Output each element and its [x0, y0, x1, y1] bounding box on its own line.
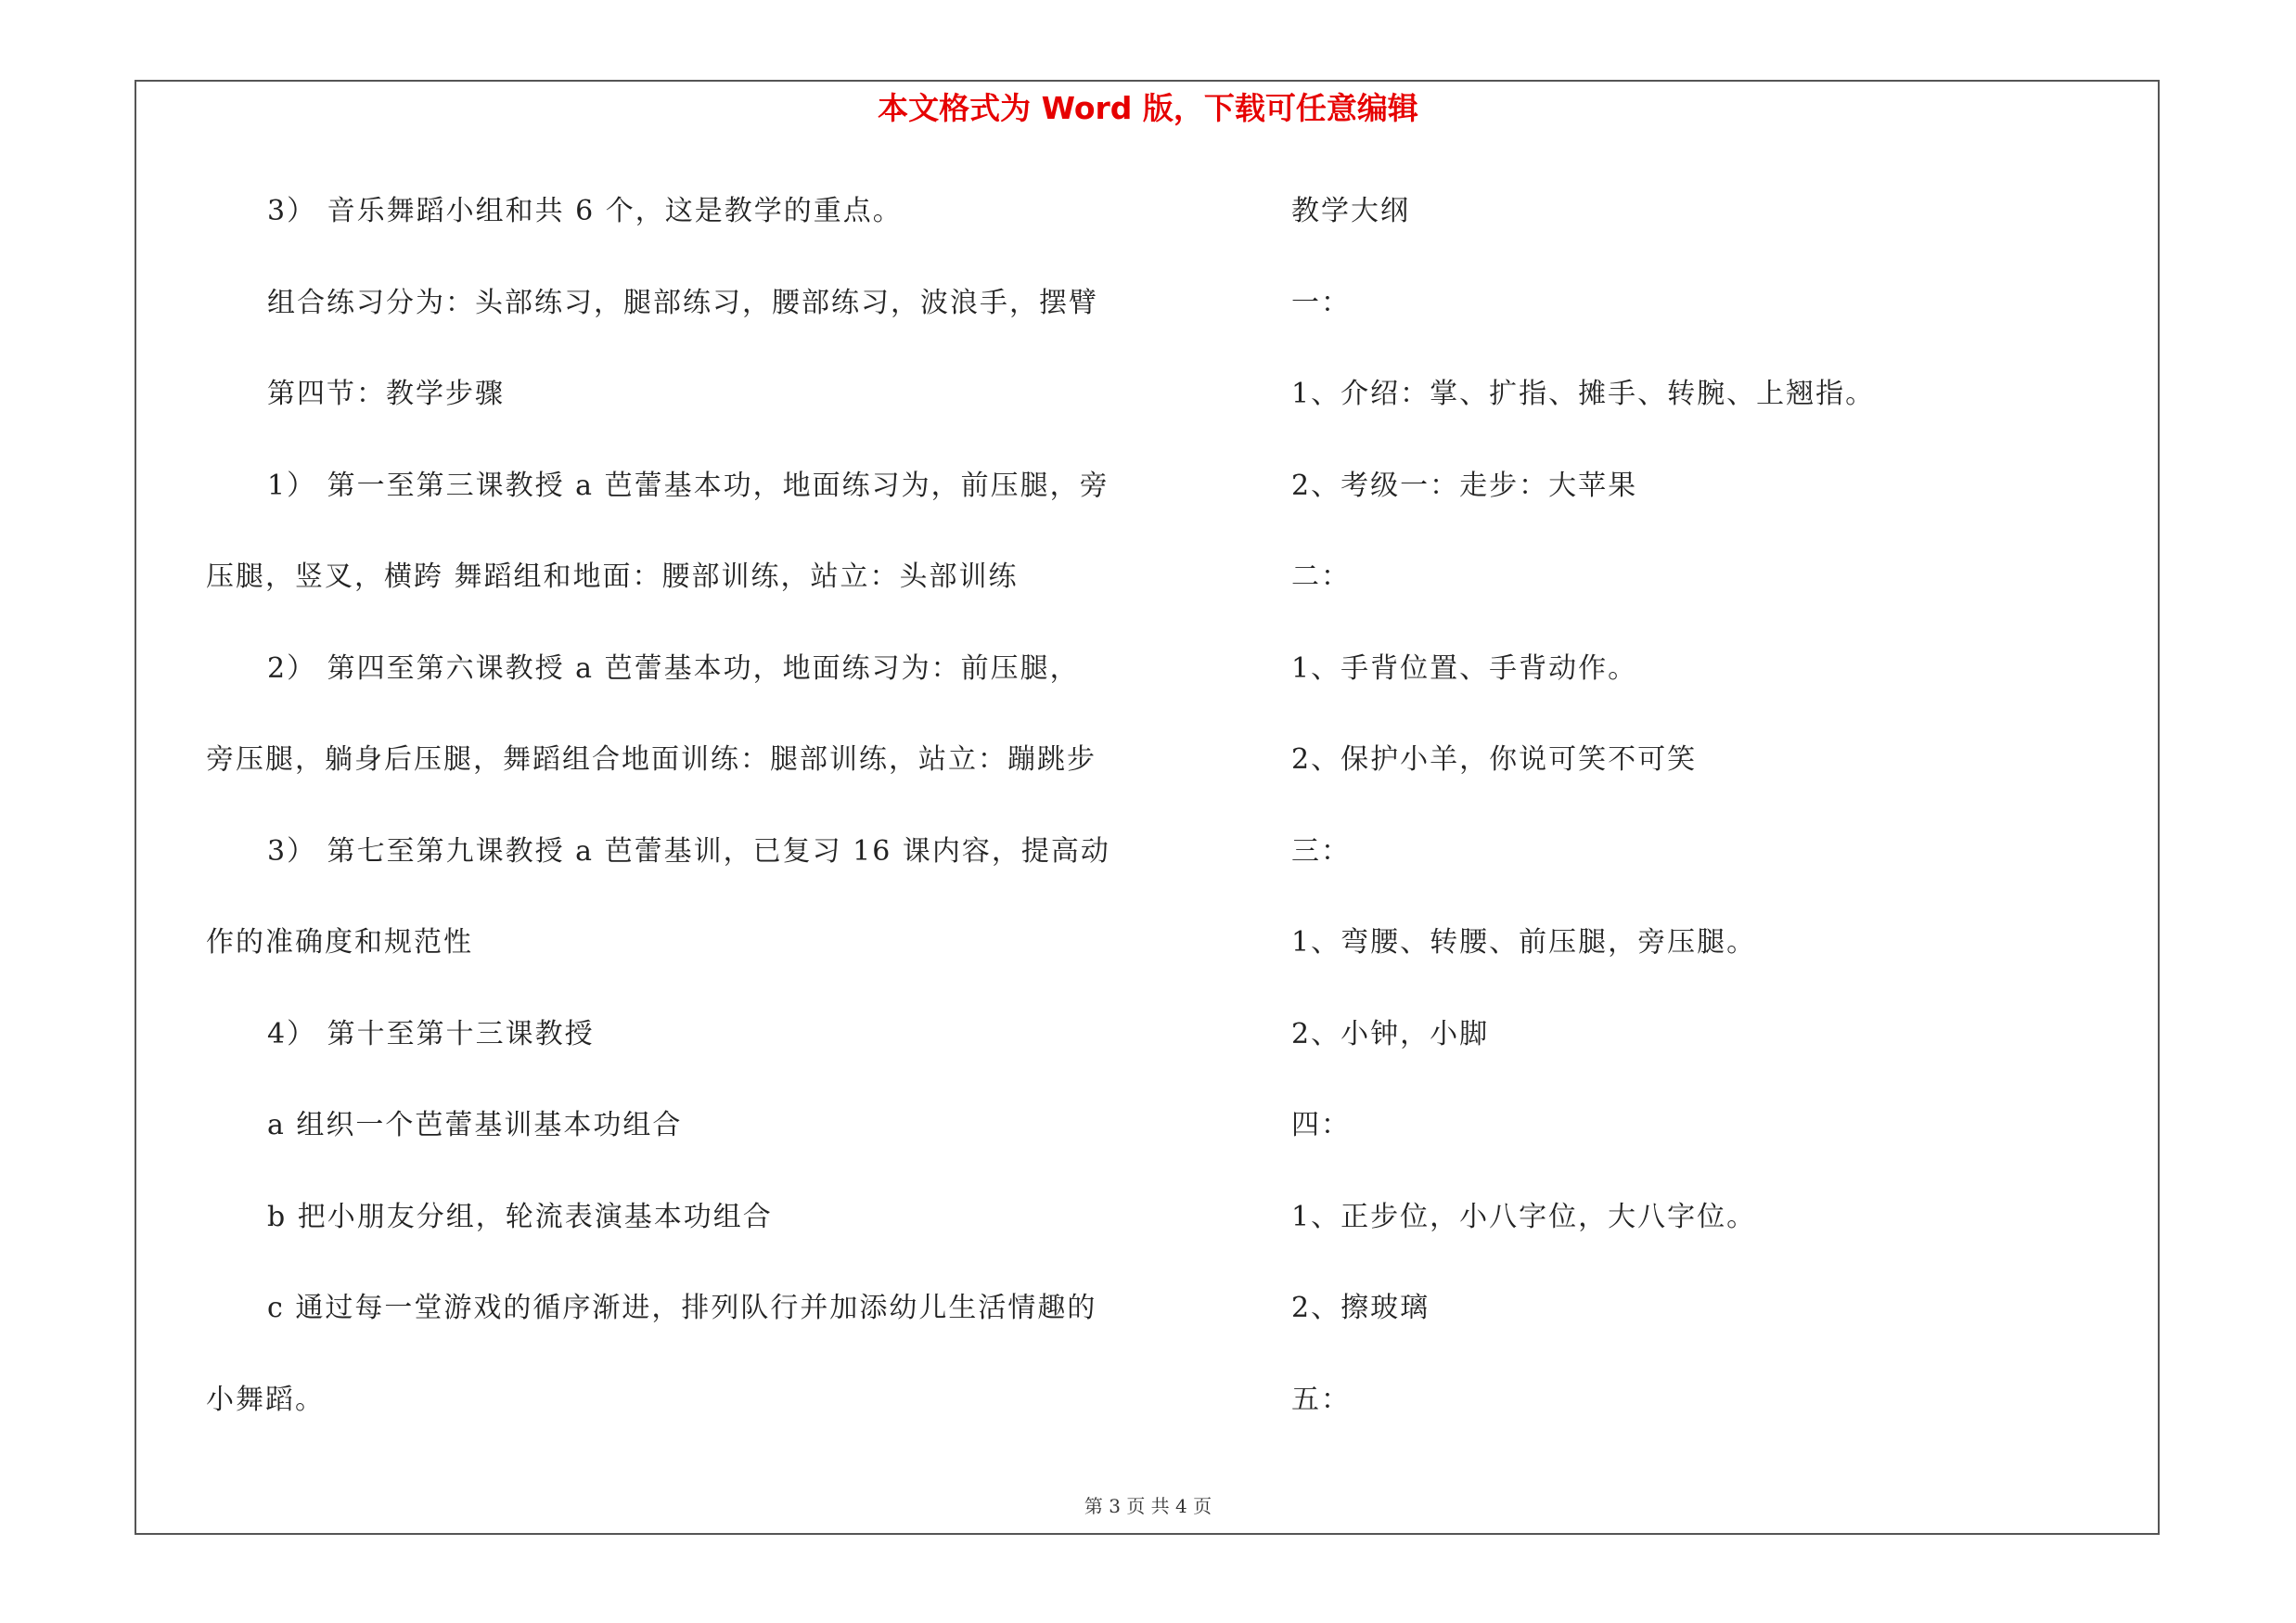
outline-line: 2、小钟，小脚: [1291, 1017, 1490, 1050]
outline-line: 三：: [1291, 834, 1351, 868]
left-paragraph-line: 4） 第十至第十三课教授: [267, 1017, 595, 1050]
left-paragraph-line: a 组织一个芭蕾基训基本功组合: [267, 1109, 683, 1141]
outline-line: 教学大纲: [1291, 195, 1410, 227]
left-paragraph-line: 3） 音乐舞蹈小组和共 6 个，这是教学的重点。: [267, 195, 903, 227]
outline-line: 一：: [1291, 286, 1351, 319]
left-paragraph-line: b 把小朋友分组，轮流表演基本功组合: [267, 1200, 773, 1233]
left-paragraph-line: 小舞蹈。: [206, 1383, 325, 1416]
left-paragraph-line: 3） 第七至第九课教授 a 芭蕾基训，已复习 16 课内容，提高动: [267, 834, 1110, 868]
outline-line: 2、考级一：走步：大苹果: [1291, 469, 1638, 502]
page-footer: 第 3 页 共 4 页: [1084, 1495, 1212, 1517]
outline-line: 四：: [1291, 1109, 1351, 1141]
left-paragraph-line: c 通过每一堂游戏的循序渐进，排列队行并加添幼儿生活情趣的: [267, 1292, 1097, 1324]
outline-line: 五：: [1291, 1383, 1351, 1416]
left-paragraph-line: 1） 第一至第三课教授 a 芭蕾基本功，地面练习为，前压腿，旁: [267, 469, 1110, 502]
outline-line: 1、正步位，小八字位，大八字位。: [1291, 1200, 1757, 1233]
left-paragraph-line: 压腿，竖叉，横跨 舞蹈组和地面：腰部训练，站立：头部训练: [206, 560, 1019, 593]
outline-line: 1、弯腰、转腰、前压腿，旁压腿。: [1291, 926, 1757, 959]
format-banner: 本文格式为 Word 版，下载可任意编辑: [878, 90, 1418, 126]
left-paragraph-line: 作的准确度和规范性: [206, 926, 473, 959]
outline-line: 2、擦玻璃: [1291, 1292, 1430, 1324]
left-paragraph-line: 组合练习分为：头部练习，腿部练习，腰部练习，波浪手，摆臂: [267, 286, 1098, 319]
outline-line: 1、手背位置、手背动作。: [1291, 651, 1638, 685]
outline-line: 1、介绍：掌、扩指、摊手、转腕、上翘指。: [1291, 378, 1876, 410]
outline-line: 二：: [1291, 560, 1351, 593]
outline-line: 2、保护小羊，你说可笑不可笑: [1291, 743, 1698, 776]
left-paragraph-line: 2） 第四至第六课教授 a 芭蕾基本功，地面练习为：前压腿，: [267, 651, 1080, 685]
left-paragraph-line: 第四节：教学步骤: [267, 378, 505, 410]
left-paragraph-line: 旁压腿，躺身后压腿，舞蹈组合地面训练：腿部训练，站立：蹦跳步: [206, 743, 1097, 776]
